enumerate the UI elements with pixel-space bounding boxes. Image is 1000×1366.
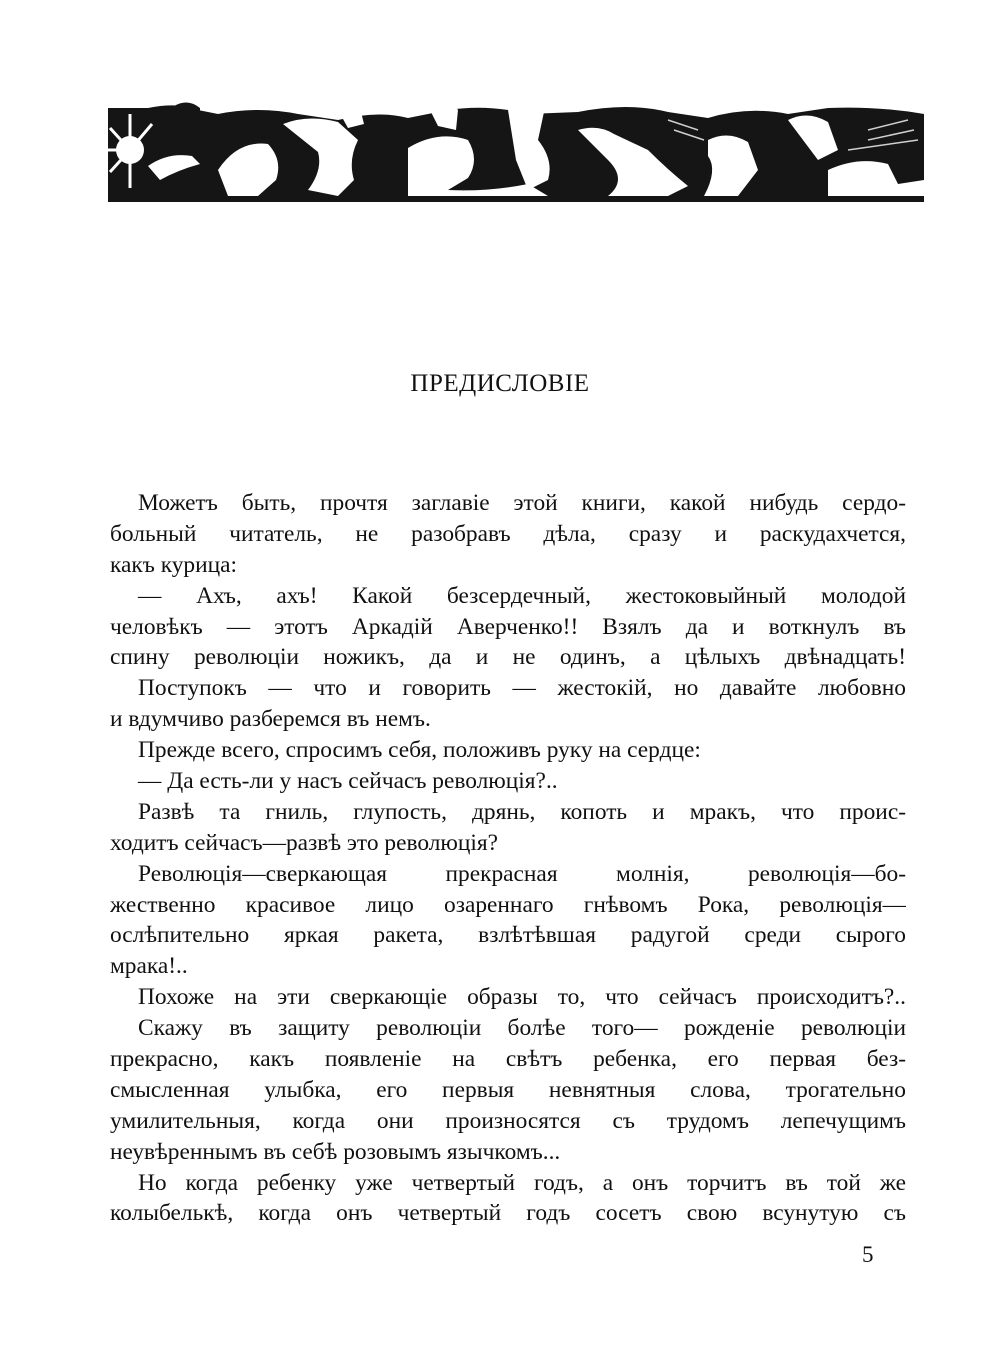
text-line: и вдумчиво разберемся въ немъ.: [110, 706, 431, 733]
text-line: ходитъ сейчасъ—развѣ это революція?: [110, 829, 499, 856]
text-line: Скажу въ защиту революціи болѣе того— рожденіе революціи: [138, 1015, 906, 1042]
paragraph: [110, 1013, 906, 1167]
paragraph: [110, 797, 906, 859]
text-line: человѣкъ — этотъ Аркадій Аверченко!! Взялъ да и воткнулъ въ: [110, 613, 906, 640]
text-line: какъ курица:: [110, 551, 238, 578]
paragraph: [110, 859, 906, 983]
text-line: смысленная улыбка, его первыя невнятныя слова, трогательно: [110, 1076, 906, 1103]
text-line: Похоже на эти сверкающіе образы то, что сейчасъ происходитъ?..: [138, 984, 906, 1011]
paragraph: [110, 488, 906, 581]
text-line: жественно красивое лицо озареннаго гнѣвомъ Рока, революція—: [110, 891, 906, 918]
text-line: Прежде всего, спросимъ себя, положивъ руку на сердце:: [138, 737, 701, 764]
text-line: спину революціи ножикъ, да и не одинъ, а цѣлыхъ двѣнадцать!: [110, 644, 906, 671]
body-text: [110, 488, 906, 1229]
header-ornament-frieze: [108, 100, 924, 202]
paragraph: [110, 982, 906, 1013]
text-line: колыбелькѣ, когда онъ четвертый годъ сосетъ свою всунутую съ: [110, 1200, 906, 1227]
text-line: Можетъ быть, прочтя заглавіе этой книги, какой нибудь сердо-: [138, 490, 906, 516]
chapter-title: ПРЕДИСЛОВІЕ: [410, 370, 590, 397]
paragraph: [110, 581, 906, 674]
text-line: больный читатель, не разобравъ дѣла, сразу и раскудахчется,: [110, 520, 906, 547]
text-line: — Да есть-ли у насъ сейчасъ революція?..: [138, 768, 558, 795]
text-line: мрака!..: [110, 953, 188, 980]
text-line: — Ахъ, ахъ! Какой безсердечный, жестоковыйный молодой: [138, 582, 906, 609]
page-number: 5: [862, 1242, 874, 1267]
paragraph: [110, 766, 906, 797]
frieze-illustration-icon: [108, 100, 924, 202]
text-line: Поступокъ — что и говорить — жестокій, но давайте любовно: [138, 675, 906, 702]
text-line: умилительныя, когда они произносятся съ трудомъ лепечущимъ: [110, 1107, 906, 1134]
text-line: Развѣ та гниль, глупость, дрянь, копоть и мракъ, что проис-: [138, 798, 906, 825]
paragraph: [110, 1168, 906, 1230]
text-line: неувѣреннымъ въ себѣ розовымъ язычкомъ...: [110, 1138, 561, 1165]
text-line: Революція—сверкающая прекрасная молнія, революція—бо-: [138, 860, 906, 887]
paragraph: [110, 735, 906, 766]
text-line: прекрасно, какъ появленіе на свѣтъ ребенка, его первая без-: [110, 1046, 906, 1073]
text-line: ослѣпительно яркая ракета, взлѣтѣвшая радугой среди сырого: [110, 922, 906, 949]
paragraph: [110, 673, 906, 735]
text-line: Но когда ребенку уже четвертый годъ, а онъ торчитъ въ той же: [138, 1169, 906, 1196]
